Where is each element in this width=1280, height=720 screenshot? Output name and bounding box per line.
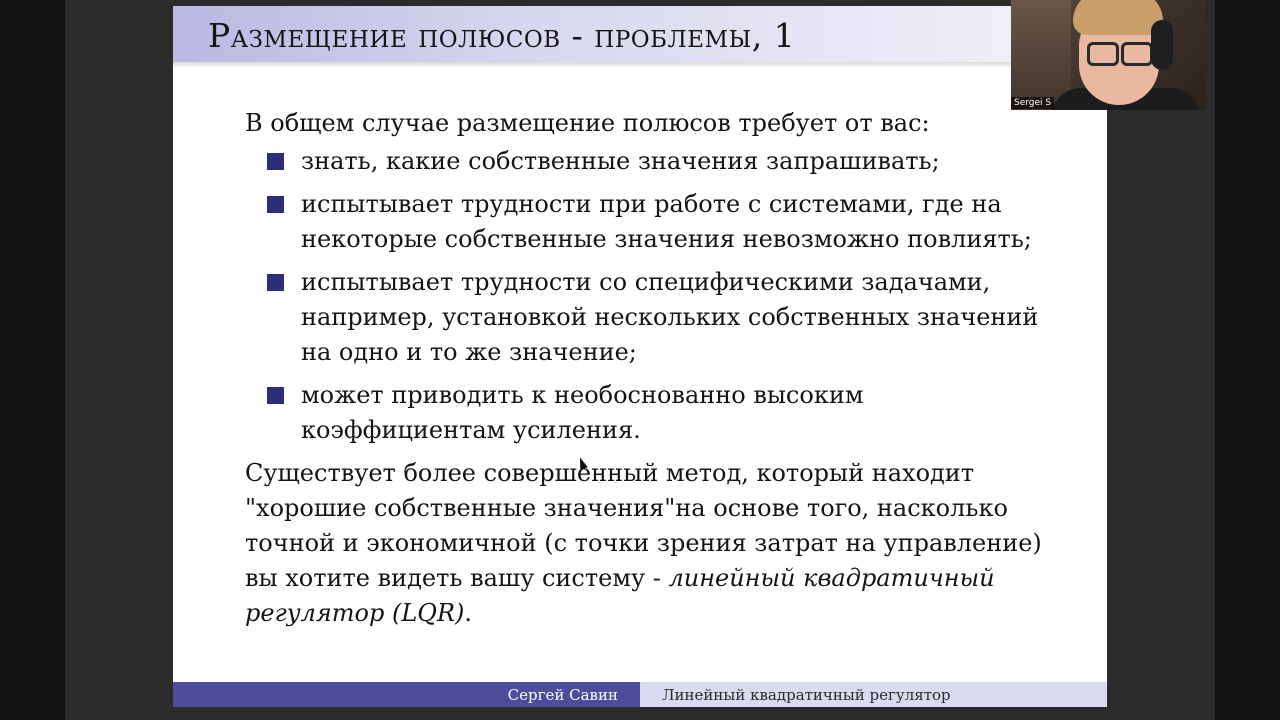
webcam-person-hair	[1073, 0, 1163, 35]
right-letterbox	[1215, 0, 1280, 720]
webcam-tile[interactable]	[1011, 0, 1206, 110]
bullet-square-icon	[267, 153, 284, 170]
bullet-square-icon	[267, 387, 284, 404]
footer-topic: Линейный квадратичный регулятор	[640, 682, 1107, 707]
bullet-list	[245, 144, 1065, 448]
glasses-icon	[1121, 42, 1153, 66]
slide-content	[245, 106, 1065, 631]
title-shadow	[173, 62, 1107, 68]
bullet-item	[245, 378, 1065, 448]
left-letterbox	[0, 0, 65, 720]
headphones-icon	[1151, 20, 1173, 70]
bullet-text: может приводить к необоснованно высоким коэффициентам усиления.	[301, 381, 864, 444]
bullet-text: испытывает трудности со специфическими задачами, например, установкой нескольких собственных значений на одно и то же значение;	[301, 268, 1039, 366]
intro-text: В общем случае размещение полюсов требует от вас:	[245, 109, 930, 137]
lqr-emphasis: линейный квадратичный регулятор (LQR)	[245, 564, 995, 627]
summary-end: .	[464, 599, 473, 627]
summary-text: Существует более совершенный метод, который находит "хорошие собственные значения"на основе того, насколько точной и экономичной (с точки зрения затрат на управление) вы хотите видеть вашу систему -	[245, 459, 1042, 592]
bullet-square-icon	[267, 274, 284, 291]
slide-footer	[173, 682, 1107, 707]
slide-title: Размещение полюсов - проблемы, 1	[208, 16, 796, 55]
footer-author: Сергей Савин	[173, 682, 640, 707]
slide-title-bar	[173, 6, 1107, 62]
participant-name: Sergei S	[1011, 97, 1054, 109]
bullet-square-icon	[267, 196, 284, 213]
summary-paragraph	[245, 456, 1065, 631]
bullet-item	[245, 265, 1065, 370]
bullet-item	[245, 144, 1065, 179]
bullet-item	[245, 187, 1065, 257]
bullet-text: испытывает трудности при работе с системами, где на некоторые собственные значения невозможно повлиять;	[301, 190, 1032, 253]
bullet-text: знать, какие собственные значения запрашивать;	[301, 147, 940, 175]
glasses-icon	[1087, 42, 1119, 66]
presentation-slide	[173, 6, 1107, 707]
